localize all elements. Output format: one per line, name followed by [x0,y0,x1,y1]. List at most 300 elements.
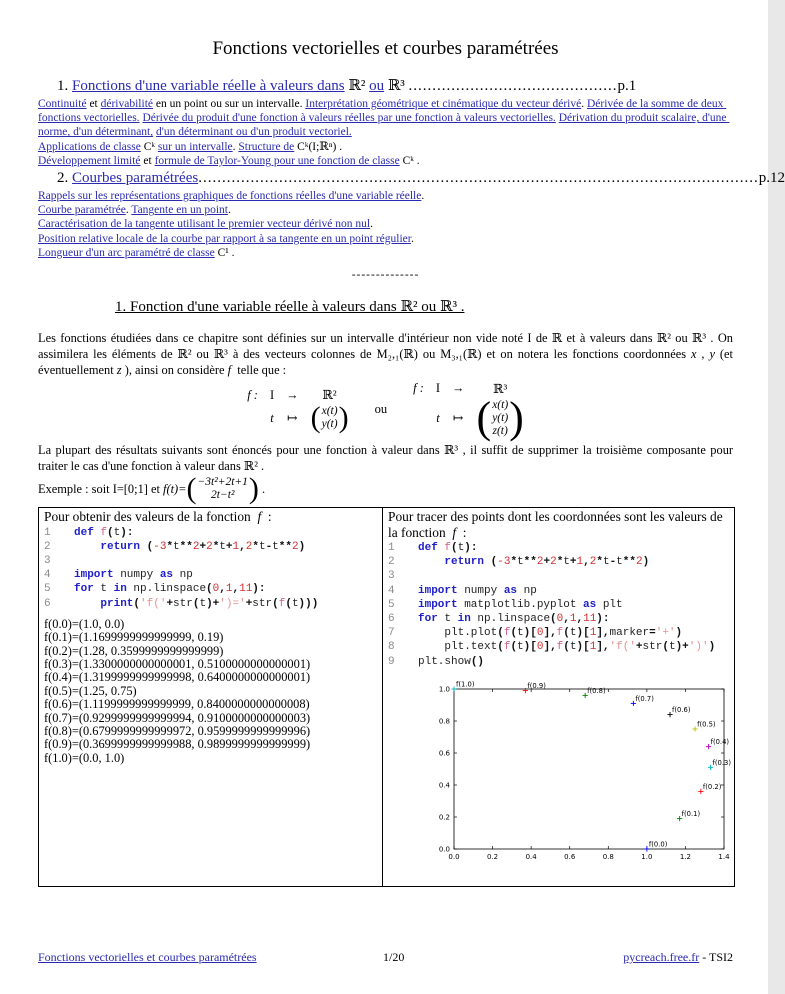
text-run: ℝ² . [243,458,265,473]
text-run: f [257,509,262,525]
code-token: '+' [655,627,676,640]
hyperlink[interactable]: Longueur d'un arc paramétré de classe [38,246,215,259]
text-run: et [86,98,101,110]
text-run: La plupart des résultats suivants sont énoncés pour une fonction à valeur dans [38,442,445,457]
code-token: , [563,613,570,626]
code-token: matplotlib.pyplot [457,598,584,611]
toc-item-number: 2. [57,170,72,187]
code-token: ( [146,540,154,553]
code-token: np [517,584,537,597]
toc-subtopics-2e [38,246,733,260]
text-run: M₃,₁(ℝ) [440,347,482,362]
x-tick-label: 0.0 [448,852,460,861]
code-token: ( [662,641,669,654]
hyperlink[interactable]: Dérivée de la somme de deux fonctions vectorielles. [38,98,727,125]
toc-page-ref: p.1 [617,78,637,94]
code-token: as [583,598,597,611]
code-token: np.linspace [470,613,551,626]
text-run: : [456,524,467,540]
code-token [140,541,147,553]
toc-subtopics-1 [38,97,733,140]
data-point-label: f(0.6) [672,705,691,714]
text-run: M₂,₁(ℝ) [376,347,418,362]
toc-line-applications [38,140,733,154]
text-run: et à valeurs dans [562,331,657,346]
line-number: 4 [388,584,395,597]
code-token: ], [543,641,557,654]
text-run: y [709,347,715,362]
text-run: ℝ² [656,331,671,346]
y-tick-label: 0.0 [438,845,450,854]
code-text [62,526,133,540]
hyperlink[interactable]: Rappels sur les représentations graphiques de fonctions réelles d'une variable réelle [38,190,422,203]
code-token: , [583,556,590,569]
text-run: et on notera les fonctions coordonnées [481,347,691,362]
formula-codomain: ℝ² [322,388,337,403]
code-token [484,556,491,568]
formula-r2 [247,387,349,435]
toc-page-ref: p.12 [758,170,785,187]
code-token: , [239,540,246,553]
code-token: 11 [583,613,597,626]
code-token: ))) [298,597,319,610]
code-token: () [470,655,485,668]
function-definition-formulas [38,381,733,443]
code-token: 1 [232,540,240,553]
code-token: ** [278,540,292,553]
line-number: 4 [44,569,51,582]
text-run: . [581,98,587,110]
text-run: . [125,204,132,217]
hyperlink[interactable]: d'un déterminant ou d'un produit vectoriel. [156,126,352,139]
code-token: in [457,613,471,626]
code-text [62,568,193,582]
code-token: 0 [212,583,220,596]
formula-domain: I [435,381,441,396]
code-token: as [159,569,174,582]
line-number: 3 [44,554,51,567]
code-line [388,598,727,612]
code-token: 1 [589,641,597,654]
code-token: t [272,540,279,553]
code-token: )[ [523,627,537,640]
code-token: 2 [550,556,557,569]
code-token: t [517,556,524,569]
intro-paragraph [38,330,737,379]
text-run: f [227,363,232,378]
code-line [388,655,727,669]
footer-title-link[interactable]: Fonctions vectorielles et courbes paramétrées [38,950,257,964]
code-token: import [74,569,114,582]
code-token: import [418,598,458,611]
code-text [406,626,682,640]
code-token: ) [708,641,716,654]
example-et: et [147,481,164,496]
code-token: plt.show [418,655,471,668]
code-token: t [569,641,577,654]
code-token: * [212,540,220,553]
hyperlink[interactable]: Dérivée du produit d'une fonction à valeurs réelles par une fonction à valeurs vectorielles. [142,112,556,125]
code-token: ], [543,627,557,640]
code-token: , [219,583,226,596]
column-vector-3: ( x(t) y(t) z(t) ) [476,393,524,443]
code-token: t [219,540,226,553]
output-line: f(0.2)=(1.28, 0.3599999999999999) [44,643,224,658]
code-token: + [569,556,577,569]
code-token: 2 [536,556,544,569]
hyperlink[interactable]: Courbe paramétrée [38,204,126,217]
text-run: . [227,204,231,217]
hyperlink[interactable]: dérivabilité [100,98,153,110]
formula-f: f : [247,387,258,402]
code-token: -3 [153,540,167,553]
code-token: ')' [688,641,709,654]
code-line [388,640,727,654]
code-token: , [576,613,584,626]
code-token: import [418,584,458,597]
code-line [388,612,727,626]
code-token: + [225,540,233,553]
code-token: - [265,540,273,553]
hyperlink[interactable]: Position relative locale de la courbe par rapport à sa tangente en un point régulier [38,232,411,245]
x-tick-label: 0.2 [487,852,499,861]
code-token: 2 [245,540,253,553]
line-number: 2 [44,540,51,553]
code-token: t [199,597,207,610]
hyperlink[interactable]: formule de Taylor-Young pour une fonction de classe [154,154,400,167]
code-token: ')=' [219,597,246,610]
text-run: , il suffit de supprimer la troisième composante pour traiter le cas d'une fonction à valeur dans [38,442,737,473]
code-token: 1 [576,556,584,569]
code-token: * [596,556,603,569]
text-run: f [452,524,457,540]
vector-row: y(t) [492,411,509,424]
code-text [62,540,305,554]
code-text [406,584,537,598]
code-token: 0 [536,641,544,654]
code-token: f [100,526,108,539]
footer-right [503,950,733,965]
data-point-label: f(0.5) [697,720,716,729]
code-token: , [232,583,240,596]
code-token: plt [596,598,623,611]
hyperlink[interactable]: Développement limité [38,154,141,167]
code-token: 'f(' [140,597,167,610]
vector-row: −3t²+2t+1 [197,476,248,489]
code-token: ** [622,556,636,569]
text-run: ℝ³ [444,442,459,457]
example-line [38,472,733,506]
footer-page-number: 1/20 [383,950,405,964]
hyperlink[interactable]: Tangente en un point [131,204,228,217]
code-token: ( [510,627,518,640]
code-token: t [517,641,524,654]
toc-subtopics-2d [38,232,733,246]
code-token: str [642,641,663,654]
page-title: Fonctions vectorielles et courbes paramétrées [212,38,559,59]
toc-link-section2[interactable]: Courbes paramétrées [72,170,199,187]
line-number: 5 [388,598,395,611]
output-line: f(0.9)=(0.3699999999999988, 0.9899999999999999) [44,737,311,752]
code-line [388,555,727,569]
code-token: numpy [457,584,504,597]
output-line: f(0.4)=(1.3199999999999998, 0.6400000000000001) [44,670,311,685]
code-token: t [93,583,114,596]
text-run: C¹ . [214,246,235,259]
code-token: ): [120,526,134,539]
text-run: ou [417,347,441,362]
code-text [62,582,266,596]
vector-row: x(t) [492,398,509,411]
output-list [44,618,377,765]
line-number: 6 [44,597,51,610]
text-run: ou [191,347,214,362]
code-line [388,569,727,583]
toc-subtopics-2c [38,217,733,231]
text-run: Les fonctions étudiées dans ce chapitre sont définies sur un intervalle d'intérieur non vide noté I de [38,331,552,346]
output-line: f(0.3)=(1.3300000000000001, 0.5100000000000001) [44,656,311,671]
text-run: . [410,232,414,245]
code-line [388,541,727,555]
left-code-block [44,526,377,611]
code-token: ( [285,597,292,610]
code-token: t [602,556,610,569]
code-token: 1 [569,613,577,626]
code-token: )[ [576,641,590,654]
code-table [38,507,735,887]
output-line: f(0.0)=(1.0, 0.0) [44,616,125,631]
text-run: ℝ [551,331,563,346]
formula-var: t [270,410,274,425]
example-vector: ( −3t²+2t+1 2t−t² ) [186,472,259,506]
code-token: t [437,613,458,626]
toc-link-section1[interactable]: Fonctions d'une variable réelle à valeurs dans [72,78,345,94]
text-run: ), ainsi on considère [121,363,228,378]
separator-dashes: -------------- [351,269,420,282]
text-run: . [421,190,425,203]
code-token: t [616,556,623,569]
toc-item-number: 1. [57,78,72,94]
arrow-icon: → [286,387,299,402]
x-tick-label: 0.4 [525,852,537,861]
line-number: 1 [44,526,51,539]
data-point-label: f(0.8) [587,686,606,695]
text-run: ℝ³ [213,347,228,362]
column-vector-2: ( x(t) y(t) ) [310,401,349,435]
code-token: f [444,542,452,555]
code-token: t [569,627,577,640]
example-ft: (t)= [166,481,187,496]
code-token: + [166,597,174,610]
text-run: ou [670,331,693,346]
code-token: t [563,556,570,569]
output-line: f(0.5)=(1.25, 0.75) [44,683,137,698]
footer-site-link[interactable]: pycreach.free.fr [623,950,700,964]
right-code-block [388,541,727,669]
code-token: ( [563,627,570,640]
toc-item-1 [57,76,733,95]
right-cell-header [388,509,727,540]
text-run: telle que : [231,363,287,378]
vector-row: x(t) [321,405,338,418]
code-token: 2 [192,540,200,553]
code-token: ( [510,641,518,654]
code-token: f [503,627,511,640]
line-number: 7 [388,627,395,640]
output-line: f(0.8)=(0.6799999999999972, 0.9599999999999996) [44,724,311,739]
code-token: as [503,584,518,597]
hyperlink[interactable]: Applications de classe [38,140,141,153]
code-token: + [245,597,253,610]
output-line: f(1.0)=(0.0, 1.0) [44,750,125,765]
hyperlink[interactable]: Continuité [38,98,87,110]
page-footer [38,950,733,965]
text-run: à des vecteurs colonnes de [227,347,377,362]
code-token: print [100,597,134,610]
text-run: et [140,154,155,167]
example-fname: f [163,481,167,496]
code-token: for [418,613,438,626]
code-token: ): [596,613,610,626]
text-run: ℝ² [177,347,192,362]
hyperlink[interactable]: Structure de [238,140,295,153]
hyperlink[interactable]: Interprétation géométrique et cinématique du vecteur dérivé [305,98,582,110]
table-cell-right [383,508,732,886]
code-token: ): [464,542,478,555]
text-run: , [696,347,710,362]
vector-row: z(t) [492,424,508,437]
code-token: 0 [536,627,544,640]
y-tick-label: 0.4 [438,781,450,790]
formula-var: t [436,410,440,425]
x-tick-label: 1.4 [718,852,730,861]
code-token: 2 [291,540,299,553]
toc-subtopics-2a [38,189,733,203]
code-token: - [609,556,617,569]
data-point-label: f(0.4) [710,737,730,746]
hyperlink[interactable]: Caractérisation de la tangente utilisant le premier vecteur dérivé non nul [38,218,371,231]
output-line: f(0.7)=(0.9299999999999994, 0.9100000000000003) [44,710,311,725]
line-number: 2 [388,556,395,569]
code-token: ** [179,540,193,553]
code-token: * [556,556,564,569]
code-token: f [278,597,286,610]
code-text [406,555,649,569]
code-token: 2 [635,556,643,569]
code-token: def [418,542,438,555]
code-line [44,597,377,611]
code-token: ) [642,556,650,569]
code-token: ( [563,641,570,654]
code-token: ): [252,583,266,596]
code-line [44,526,377,540]
output-line: f(0.6)=(1.1199999999999999, 0.8400000000000008) [44,697,310,712]
example-prefix: Exemple : soit [38,481,113,496]
y-tick-label: 0.6 [438,749,450,758]
arrow-icon: → [452,381,465,396]
code-token: plt.plot [418,627,498,640]
code-token: ( [107,526,114,539]
data-point-label: f(0.3) [712,758,732,767]
code-token: ], [596,627,610,640]
code-token: ( [133,597,141,610]
y-tick-label: 1.0 [438,685,450,694]
code-text [62,554,74,568]
code-token: f [556,641,564,654]
code-line [44,582,377,596]
formula-domain: I [269,387,275,402]
text-run: ℝ³ [692,331,707,346]
line-number: 5 [44,583,51,596]
code-token: ( [497,627,504,640]
code-line [388,584,727,598]
code-token: return [444,556,485,569]
line-number: 3 [388,570,395,583]
code-token: str [173,597,193,610]
code-token: )+ [675,641,689,654]
formula-codomain: ℝ³ [493,381,508,396]
text-run: : [261,509,272,525]
vector-row: 2t−t² [211,489,235,502]
code-token: + [543,556,551,569]
y-tick-label: 0.2 [438,813,450,822]
code-token: 11 [239,583,253,596]
code-token: ( [192,597,200,610]
hyperlink[interactable]: sur un intervalle [157,140,233,153]
code-token: ( [451,542,458,555]
code-token: numpy [113,569,160,582]
example-interval: I=[0;1] [112,481,148,496]
ou-text: ou [374,401,388,416]
data-point-label: f(0.9) [527,681,546,690]
formula-r3 [413,381,524,443]
code-token: * [166,540,174,553]
line-number: 6 [388,613,395,626]
code-token: ** [523,556,537,569]
footer-right-text: - TSI2 [699,950,733,964]
hyperlink[interactable]: Dérivation du produit scalaire, d'une norme, d'un déterminant, [38,112,730,139]
code-line [44,554,377,568]
x-tick-label: 1.0 [641,852,653,861]
code-token: 2 [589,556,597,569]
data-point-label: f(0.0) [648,840,668,849]
line-number: 8 [388,641,395,654]
line-number: 9 [388,655,395,668]
footer-left [38,950,383,965]
code-text [62,597,318,611]
text-run: Pour tracer des points dont les coordonnées sont les valeurs de la fonction [388,509,727,540]
table-cell-left [39,508,383,886]
example-suffix: . [258,481,266,496]
code-token: t [291,597,299,610]
code-token: 1 [589,627,597,640]
text-run: en un point ou sur un intervalle. [153,98,306,110]
code-token: ) [298,540,306,553]
text-run: Cᵏ [140,140,158,153]
toc-subtopics-2b [38,203,733,217]
x-tick-label: 1.2 [679,852,691,861]
text-run: . [370,218,373,231]
code-token: = [649,627,656,640]
data-point-label: f(1.0) [456,680,475,689]
code-token: ) [675,627,683,640]
code-token: t [113,526,121,539]
code-token: t [258,540,266,553]
code-token: t [457,542,465,555]
code-token: t [668,641,676,654]
toc-link-ou[interactable]: ou [369,78,385,94]
code-token: t [517,627,524,640]
